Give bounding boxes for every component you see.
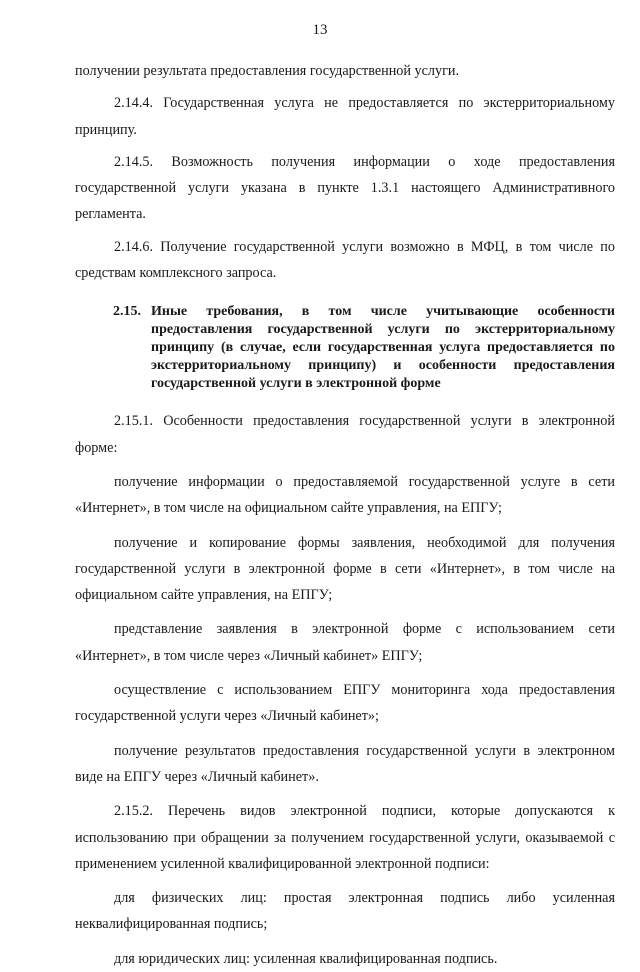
- paragraph-2-15-1: 2.15.1. Особенности предоставления государственной услуги в электронной форме:: [75, 413, 615, 456]
- list-item-results: получение результатов предоставления государственной услуги в электронном виде на ЕПГУ через «Личный кабинет».: [75, 742, 615, 785]
- section-heading-2-15: [75, 303, 615, 393]
- paragraph-continuation: получении результата предоставления государственной услуги.: [75, 63, 460, 79]
- paragraph-2-14-5: 2.14.5. Возможность получения информации о ходе предоставления государственной услуги указана в пункте 1.3.1 настоящего Административного регламента.: [75, 153, 615, 223]
- list-item-form-copy: получение и копирование формы заявления, необходимой для получения государственной услуги в электронной форме в сети «Интернет», в том числе на официальном сайте управления, на ЕПГУ;: [75, 534, 615, 604]
- section-number: 2.15.: [113, 304, 141, 320]
- section-title: Иные требования, в том числе учитывающие особенности предоставления государственной услуги по экстерриториальному принципу (в случае, если государственная услуга предоставляется по экстерриториальному принципу) и особенности предоставления государственной услуги в электронной форме: [151, 304, 615, 392]
- page-number: 13: [312, 22, 328, 38]
- list-item-submit: представление заявления в электронной форме с использованием сети «Интернет», в том числе через «Личный кабинет» ЕПГУ;: [75, 621, 615, 664]
- list-item-individuals: для физических лиц: простая электронная подпись либо усиленная неквалифицированная подпись;: [75, 890, 615, 933]
- paragraph-2-14-6: 2.14.6. Получение государственной услуги возможно в МФЦ, в том числе по средствам комплексного запроса.: [75, 238, 615, 282]
- list-item-legal-entities: для юридических лиц: усиленная квалифицированная подпись.: [114, 950, 498, 967]
- list-item-monitoring: осуществление с использованием ЕПГУ мониторинга хода предоставления государственной услуги через «Личный кабинет»;: [75, 682, 615, 725]
- paragraph-2-14-4: 2.14.4. Государственная услуга не предоставляется по экстерриториальному принципу.: [75, 95, 615, 138]
- list-item-info: получение информации о предоставляемой государственной услуге в сети «Интернет», в том числе на официальном сайте управления, на ЕПГУ;: [75, 473, 615, 517]
- paragraph-2-15-2: 2.15.2. Перечень видов электронной подписи, которые допускаются к использованию при обращении за получением государственной услуги, оказываемой с применением усиленной квалифицированной электронной подписи:: [75, 803, 615, 872]
- page-body: [75, 58, 615, 972]
